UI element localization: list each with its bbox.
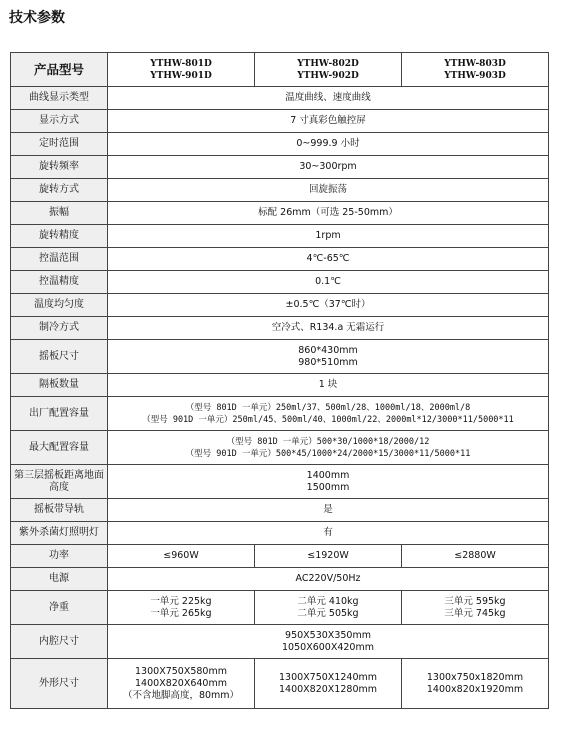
- table-row: [11, 179, 549, 202]
- row-label: 紫外杀菌灯照明灯: [11, 522, 108, 545]
- value-line: （不含地脚高度，80mm）: [122, 689, 240, 701]
- value-line: 950X530X350mm: [285, 629, 371, 641]
- value-line: 三单元 745kg: [444, 607, 506, 619]
- value-line: 1400X820X1280mm: [278, 683, 377, 695]
- row-label: 净重: [11, 591, 108, 625]
- row-label: 控温精度: [11, 271, 108, 294]
- row-value: 温度曲线、速度曲线: [108, 87, 549, 110]
- table-row: [11, 625, 549, 659]
- row-value: [108, 625, 549, 659]
- row-value: 是: [108, 499, 549, 522]
- value-line: 1400mm: [306, 469, 350, 481]
- model-code: YTHW-801D: [150, 58, 212, 69]
- model-code: YTHW-903D: [444, 70, 506, 81]
- value-line: 1300x750x1820mm: [426, 671, 524, 683]
- table-row: [11, 545, 549, 568]
- model-code: YTHW-902D: [297, 70, 359, 81]
- row-label: 曲线显示类型: [11, 87, 108, 110]
- value-line: 980*510mm: [298, 356, 358, 368]
- value-line: 三单元 595kg: [444, 595, 506, 607]
- model-value: [255, 591, 402, 625]
- row-label: 制冷方式: [11, 317, 108, 340]
- model-column-2: [255, 53, 402, 87]
- table-row: [11, 397, 549, 431]
- model-column-1: [108, 53, 255, 87]
- value-line: （型号 801D 一单元）500*30/1000*18/2000/12: [226, 436, 430, 447]
- value-line: （型号 901D 一单元）500*45/1000*24/2000*15/3000*11/5000*11: [185, 448, 471, 459]
- model-code: YTHW-901D: [150, 70, 212, 81]
- model-value: ≤1920W: [255, 545, 402, 568]
- row-value: 1rpm: [108, 225, 549, 248]
- row-value: 0~999.9 小时: [108, 133, 549, 156]
- model-code: YTHW-803D: [444, 58, 506, 69]
- page-title: 技术参数: [9, 10, 65, 26]
- value-line: （型号 801D 一单元）250ml/37、500ml/28、1000ml/18、2000ml/8: [185, 402, 471, 413]
- row-value: [108, 465, 549, 499]
- row-label: 摇板尺寸: [11, 340, 108, 374]
- value-line: 1400X820X640mm: [135, 677, 227, 689]
- value-line: 1500mm: [306, 481, 350, 493]
- row-value: [108, 431, 549, 465]
- row-value: [108, 340, 549, 374]
- model-value: [402, 659, 549, 709]
- value-line: 一单元 265kg: [150, 607, 212, 619]
- row-label: 温度均匀度: [11, 294, 108, 317]
- row-value: 空冷式、R134.a 无霜运行: [108, 317, 549, 340]
- row-label: 控温范围: [11, 248, 108, 271]
- row-value: [108, 397, 549, 431]
- row-label: 振幅: [11, 202, 108, 225]
- value-line: 860*430mm: [298, 344, 358, 356]
- model-value: ≤960W: [108, 545, 255, 568]
- row-label: 旋转方式: [11, 179, 108, 202]
- table-row: [11, 133, 549, 156]
- table-row: [11, 340, 549, 374]
- table-row: [11, 271, 549, 294]
- row-label: 摇板带导轨: [11, 499, 108, 522]
- table-row: [11, 202, 549, 225]
- table-row: [11, 374, 549, 397]
- row-label: 功率: [11, 545, 108, 568]
- table-row: [11, 225, 549, 248]
- header-label: 产品型号: [11, 53, 108, 87]
- model-value: [108, 591, 255, 625]
- row-value: AC220V/50Hz: [108, 568, 549, 591]
- row-value: 回旋振荡: [108, 179, 549, 202]
- row-label: 外形尺寸: [11, 659, 108, 709]
- value-line: 一单元 225kg: [150, 595, 212, 607]
- table-row: [11, 465, 549, 499]
- row-label: 内腔尺寸: [11, 625, 108, 659]
- table-row: [11, 317, 549, 340]
- value-line: 二单元 505kg: [297, 607, 359, 619]
- value-line: 1300X750X580mm: [135, 665, 227, 677]
- row-label: 电源: [11, 568, 108, 591]
- row-label: 旋转频率: [11, 156, 108, 179]
- table-row: [11, 499, 549, 522]
- row-value: 7 寸真彩色触控屏: [108, 110, 549, 133]
- table-row: [11, 110, 549, 133]
- table-row: [11, 431, 549, 465]
- model-value: ≤2880W: [402, 545, 549, 568]
- row-label: 显示方式: [11, 110, 108, 133]
- value-line: （型号 901D 一单元）250ml/45、500ml/40、1000ml/22、2000ml*12/3000*11/5000*11: [142, 414, 514, 425]
- row-value: 4℃-65℃: [108, 248, 549, 271]
- model-value: [402, 591, 549, 625]
- row-label: 最大配置容量: [11, 431, 108, 465]
- table-row: [11, 156, 549, 179]
- table-row: [11, 248, 549, 271]
- table-header-row: [11, 53, 549, 87]
- model-code: YTHW-802D: [297, 58, 359, 69]
- table-row: [11, 87, 549, 110]
- row-label: 旋转精度: [11, 225, 108, 248]
- table-row: [11, 522, 549, 545]
- table-row: [11, 659, 549, 709]
- row-label: 隔板数量: [11, 374, 108, 397]
- row-label: 出厂配置容量: [11, 397, 108, 431]
- table-row: [11, 294, 549, 317]
- row-value: 30~300rpm: [108, 156, 549, 179]
- row-value: 0.1℃: [108, 271, 549, 294]
- row-value: 有: [108, 522, 549, 545]
- table-row: [11, 568, 549, 591]
- model-value: [108, 659, 255, 709]
- value-line: 1300X750X1240mm: [278, 671, 377, 683]
- row-value: ±0.5℃（37℃时）: [108, 294, 549, 317]
- model-value: [255, 659, 402, 709]
- row-value: 标配 26mm（可选 25-50mm）: [108, 202, 549, 225]
- value-line: 1050X600X420mm: [282, 641, 374, 653]
- table-row: [11, 591, 549, 625]
- model-column-3: [402, 53, 549, 87]
- row-value: 1 块: [108, 374, 549, 397]
- spec-table: [10, 52, 549, 709]
- value-line: 1400x820x1920mm: [426, 683, 524, 695]
- row-label: 定时范围: [11, 133, 108, 156]
- row-label: 第三层摇板距离地面高度: [11, 465, 108, 499]
- value-line: 二单元 410kg: [297, 595, 359, 607]
